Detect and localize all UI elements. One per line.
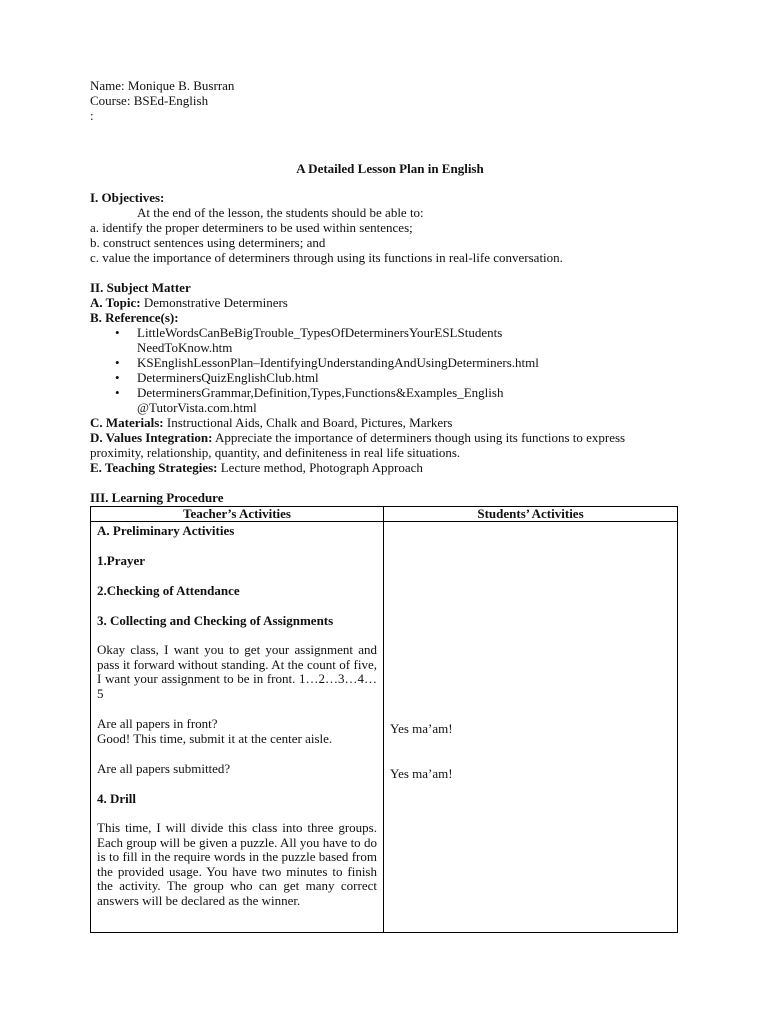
attendance-heading: 2.Checking of Attendance xyxy=(97,583,240,598)
strategies-label: E. Teaching Strategies: xyxy=(90,460,218,475)
references-list xyxy=(90,325,690,415)
reference-item: • LittleWordsCanBeBigTrouble_TypesOfDeterminersYourESLStudents NeedToKnow.htm xyxy=(115,325,503,355)
topic-label: A. Topic: xyxy=(90,295,141,310)
topic-value: Demonstrative Determiners xyxy=(143,295,288,310)
reference-item: • DeterminersGrammar,Definition,Types,Functions&Examples_English @TutorVista.com.html xyxy=(115,385,504,415)
student-reply: Yes ma’am! xyxy=(390,721,453,736)
papers-submitted-question: Are all papers submitted? xyxy=(97,761,231,776)
materials-line xyxy=(90,415,690,430)
student-reply: Yes ma’am! xyxy=(390,766,453,781)
teacher-column xyxy=(91,522,384,933)
reference-item: • KSEnglishLessonPlan–IdentifyingUnderstandingAndUsingDeterminers.html xyxy=(115,355,539,370)
lesson-plan-page xyxy=(90,78,690,933)
activities-table xyxy=(90,506,678,933)
drill-heading: 4. Drill xyxy=(97,791,136,806)
values-value: Appreciate the importance of determiners though using its functions to express proximity, relationship, quantity, and definiteness in real life situations. xyxy=(90,430,626,460)
colon-mark: : xyxy=(90,108,94,123)
table-row xyxy=(91,522,678,933)
values-line xyxy=(90,430,670,460)
learning-procedure-heading: III. Learning Procedure xyxy=(90,490,224,505)
teacher-activities-header: Teacher’s Activities xyxy=(91,507,384,522)
materials-label: C. Materials: xyxy=(90,415,164,430)
objective-b: b. construct sentences using determiners; and xyxy=(90,235,326,250)
preliminary-heading: A. Preliminary Activities xyxy=(97,523,235,538)
subject-matter-heading: II. Subject Matter xyxy=(90,280,191,295)
topic-line xyxy=(90,295,690,310)
objective-a: a. identify the proper determiners to be used within sentences; xyxy=(90,220,413,235)
document-title: A Detailed Lesson Plan in English xyxy=(296,161,484,176)
bullet-icon: • xyxy=(115,370,120,385)
papers-front-question: Are all papers in front? xyxy=(97,716,218,731)
papers-front-response: Good! This time, submit it at the center aisle. xyxy=(97,731,333,746)
bullet-icon: • xyxy=(115,385,120,400)
strategies-value: Lecture method, Photograph Approach xyxy=(220,460,423,475)
objective-c: c. value the importance of determiners through using its functions in real-life conversation. xyxy=(90,250,563,265)
students-activities-header: Students’ Activities xyxy=(384,507,678,522)
reference-item: • DeterminersQuizEnglishClub.html xyxy=(115,370,319,385)
assignments-heading: 3. Collecting and Checking of Assignments xyxy=(97,613,334,628)
materials-value: Instructional Aids, Chalk and Board, Pictures, Markers xyxy=(166,415,453,430)
references-label: B. Reference(s): xyxy=(90,310,179,325)
table-header-row xyxy=(91,507,678,522)
objectives-intro: At the end of the lesson, the students should be able to: xyxy=(137,205,424,220)
students-column xyxy=(384,522,678,933)
bullet-icon: • xyxy=(115,355,120,370)
bullet-icon: • xyxy=(115,325,120,340)
values-label: D. Values Integration: xyxy=(90,430,213,445)
course: Course: BSEd-English xyxy=(90,93,209,108)
assignment-instructions: Okay class, I want you to get your assignment and pass it forward without standing. At the count of five, I want your assignment to be in front. 1…2…3…4…5 xyxy=(97,642,377,701)
objectives-heading: I. Objectives: xyxy=(90,190,165,205)
drill-instructions: This time, I will divide this class into three groups. Each group will be given a puzzle. All you have to do is to fill in the require words in the puzzle based from the provided usage. You have two minutes to finish the activity. The group who can get many correct answers will be declared as the winner. xyxy=(97,820,377,908)
prayer-heading: 1.Prayer xyxy=(97,553,146,568)
strategies-line xyxy=(90,460,690,475)
student-name: Name: Monique B. Busrran xyxy=(90,78,235,93)
